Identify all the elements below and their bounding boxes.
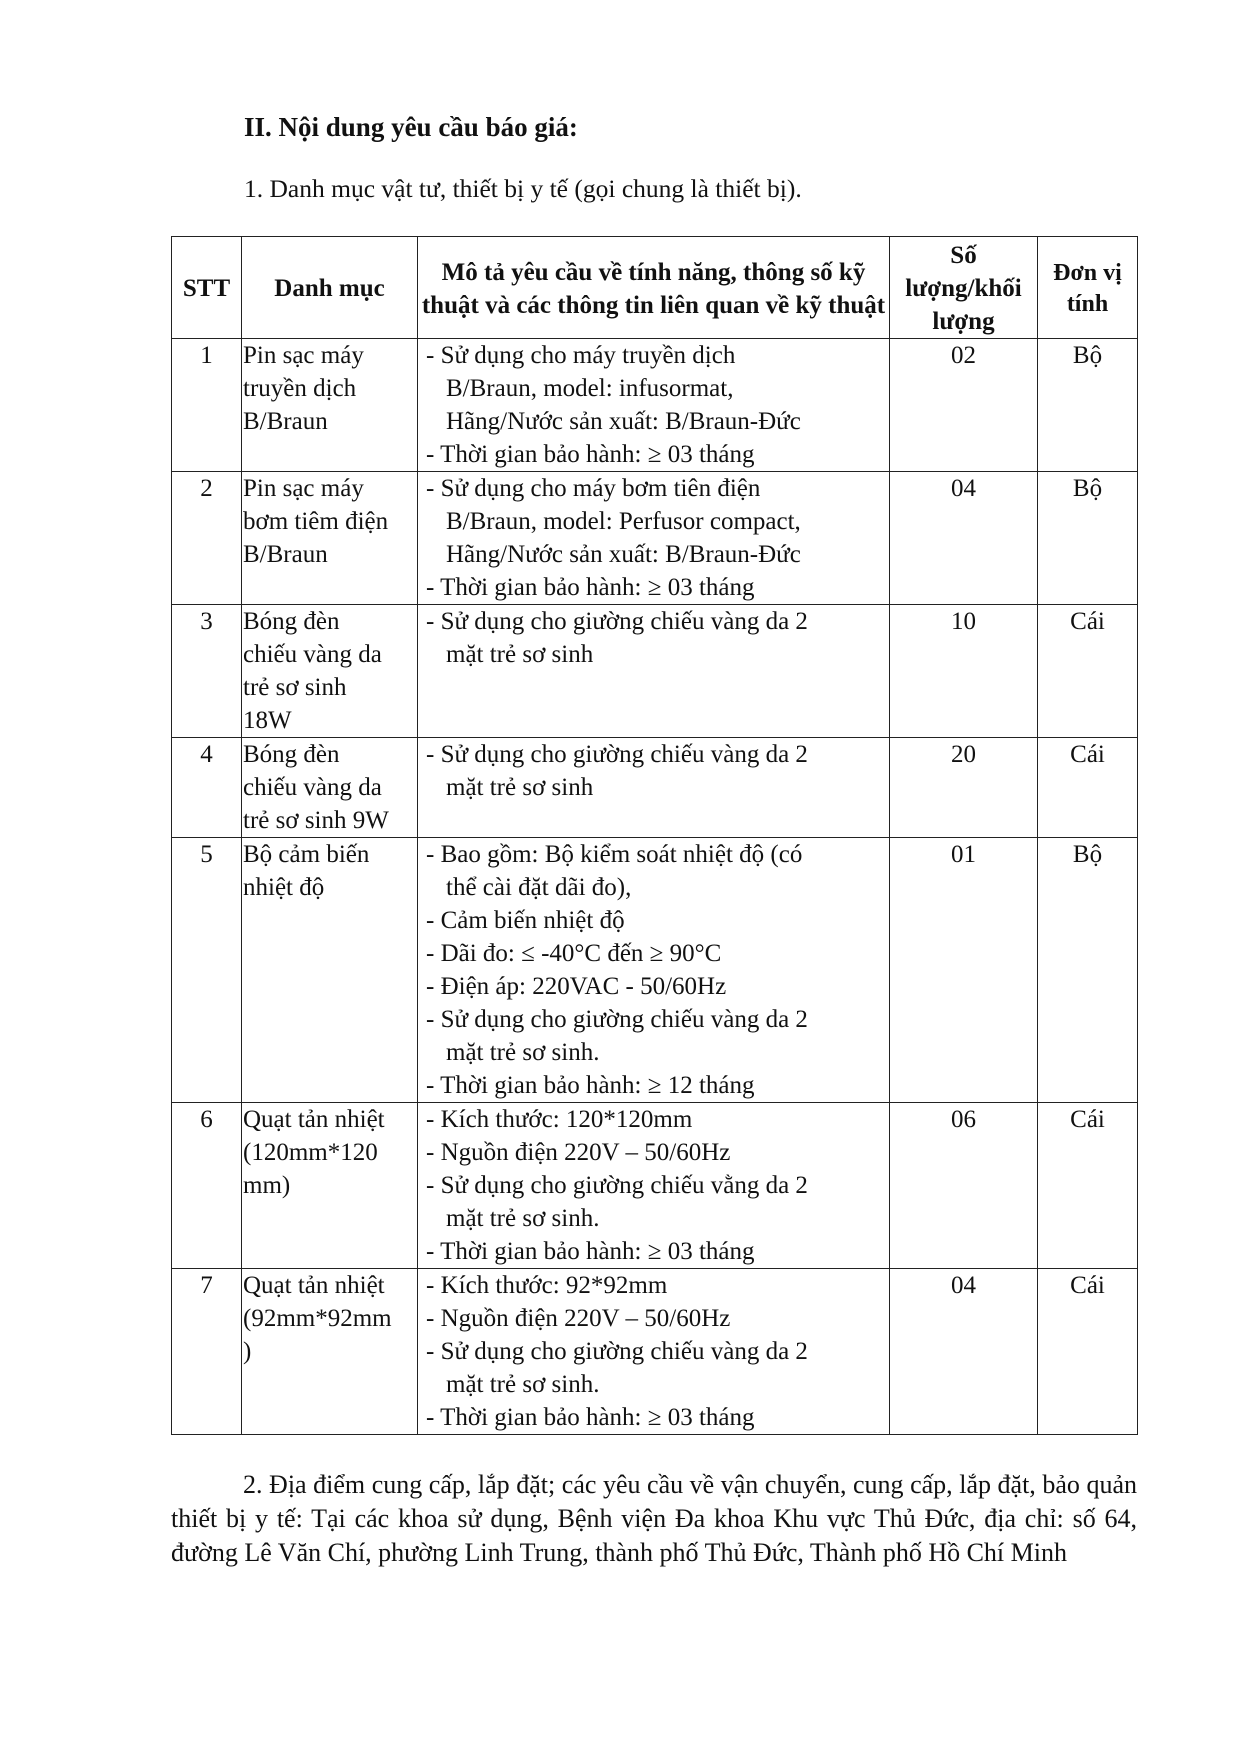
row-name-line: Bóng đèn [243, 741, 340, 768]
row-name-line: ) [243, 1338, 252, 1365]
row-qty: 04 [890, 472, 1038, 605]
row-name-line: chiếu vàng da [243, 641, 382, 668]
row-desc [418, 838, 890, 1103]
row-name [242, 605, 418, 738]
section-heading: II. Nội dung yêu cầu báo giá: [244, 112, 578, 142]
row-name-line: Bộ cảm biến [243, 841, 370, 868]
row-stt: 5 [172, 838, 242, 1103]
table-row [172, 605, 1138, 738]
table-row [172, 472, 1138, 605]
row-name-line: Quạt tản nhiệt [243, 1106, 385, 1133]
row-name [242, 1269, 418, 1435]
row-desc-line: - Sử dụng cho máy truyền dịch [426, 342, 736, 369]
row-desc-line: Hãng/Nước sản xuất: B/Braun-Đức [446, 541, 801, 568]
row-desc-line: mặt trẻ sơ sinh. [446, 1039, 600, 1066]
row-stt: 4 [172, 738, 242, 838]
header-name: Danh mục [242, 237, 418, 339]
row-desc [418, 339, 890, 472]
row-desc-line: mặt trẻ sơ sinh. [446, 1371, 600, 1398]
row-desc-line: - Kích thước: 120*120mm [426, 1106, 693, 1133]
row-name [242, 1103, 418, 1269]
row-desc-line: - Nguồn điện 220V – 50/60Hz [426, 1305, 731, 1332]
row-unit: Bộ [1038, 472, 1138, 605]
row-unit: Cái [1038, 1269, 1138, 1435]
row-stt: 3 [172, 605, 242, 738]
table-header-row [172, 237, 1138, 339]
row-desc-line: mặt trẻ sơ sinh [446, 641, 594, 668]
row-name-line: Pin sạc máy [243, 475, 364, 502]
row-desc-line: - Sử dụng cho giường chiếu vàng da 2 [426, 608, 808, 635]
row-desc-line: thể cài đặt dãi đo), [446, 874, 632, 901]
row-name-line: chiếu vàng da [243, 774, 382, 801]
row-name [242, 472, 418, 605]
row-desc-line: - Thời gian bảo hành: ≥ 03 tháng [426, 574, 755, 601]
row-desc-line: mặt trẻ sơ sinh [446, 774, 594, 801]
row-name-line: trẻ sơ sinh 9W [243, 807, 389, 834]
delivery-paragraph: 2. Địa điểm cung cấp, lắp đặt; các yêu cầu về vận chuyển, cung cấp, lắp đặt, bảo quản thiết bị y tế: Tại các khoa sử dụng, Bệnh viện Đa khoa Khu vực Thủ Đức, địa chỉ: số 64, đường Lê Văn Chí, phường Linh Trung, thành phố Thủ Đức, Thành phố Hồ Chí Minh [171, 1470, 1137, 1567]
row-desc-line: - Thời gian bảo hành: ≥ 03 tháng [426, 1404, 755, 1431]
row-desc-line: - Sử dụng cho máy bơm tiên điện [426, 475, 761, 502]
row-name-line: trẻ sơ sinh [243, 674, 347, 701]
row-stt: 1 [172, 339, 242, 472]
row-desc [418, 1103, 890, 1269]
table-row [172, 1103, 1138, 1269]
table-row [172, 738, 1138, 838]
row-name [242, 838, 418, 1103]
row-name-line: nhiệt độ [243, 874, 325, 901]
row-desc-line: B/Braun, model: Perfusor compact, [446, 508, 801, 535]
row-qty: 04 [890, 1269, 1038, 1435]
row-qty: 06 [890, 1103, 1038, 1269]
row-name-line: (92mm*92mm [243, 1305, 392, 1332]
row-name-line: bơm tiêm điện [243, 508, 389, 535]
row-desc-line: - Thời gian bảo hành: ≥ 12 tháng [426, 1072, 755, 1099]
row-name-line: mm) [243, 1172, 291, 1199]
row-desc-line: - Sử dụng cho giường chiếu vằng da 2 [426, 1172, 808, 1199]
row-name-line: 18W [243, 707, 292, 734]
row-name [242, 738, 418, 838]
row-desc [418, 605, 890, 738]
table-row [172, 838, 1138, 1103]
row-desc-line: - Sử dụng cho giường chiếu vàng da 2 [426, 741, 808, 768]
row-name-line: Pin sạc máy [243, 342, 364, 369]
row-qty: 01 [890, 838, 1038, 1103]
row-qty: 02 [890, 339, 1038, 472]
row-desc-line: - Thời gian bảo hành: ≥ 03 tháng [426, 441, 755, 468]
row-name-line: (120mm*120 [243, 1139, 378, 1166]
row-desc-line: - Sử dụng cho giường chiếu vàng da 2 [426, 1338, 808, 1365]
row-desc [418, 472, 890, 605]
row-unit: Cái [1038, 605, 1138, 738]
table-row [172, 1269, 1138, 1435]
row-stt: 6 [172, 1103, 242, 1269]
header-desc: Mô tả yêu cầu về tính năng, thông số kỹ thuật và các thông tin liên quan về kỹ thuật [418, 237, 890, 339]
header-unit: Đơn vị tính [1038, 237, 1138, 339]
row-name-line: Bóng đèn [243, 608, 340, 635]
table-body [172, 339, 1138, 1435]
row-desc-line: - Điện áp: 220VAC - 50/60Hz [426, 973, 727, 1000]
row-unit: Cái [1038, 738, 1138, 838]
row-desc-line: - Cảm biến nhiệt độ [426, 907, 625, 934]
row-name-line: B/Braun [243, 408, 328, 435]
row-desc-line: - Bao gồm: Bộ kiểm soát nhiệt độ (có [426, 841, 803, 868]
row-desc-line: - Dãi đo: ≤ -40°C đến ≥ 90°C [426, 940, 722, 967]
row-name-line: B/Braun [243, 541, 328, 568]
section-subheading: 1. Danh mục vật tư, thiết bị y tế (gọi chung là thiết bị). [244, 174, 802, 203]
row-desc-line: - Thời gian bảo hành: ≥ 03 tháng [426, 1238, 755, 1265]
row-name-line: Quạt tản nhiệt [243, 1272, 385, 1299]
row-desc [418, 738, 890, 838]
row-desc [418, 1269, 890, 1435]
row-desc-line: Hãng/Nước sản xuất: B/Braun-Đức [446, 408, 801, 435]
equipment-table [171, 236, 1138, 1435]
row-desc-line: B/Braun, model: infusormat, [446, 375, 734, 402]
row-qty: 20 [890, 738, 1038, 838]
row-desc-line: mặt trẻ sơ sinh. [446, 1205, 600, 1232]
row-desc-line: - Nguồn điện 220V – 50/60Hz [426, 1139, 731, 1166]
row-stt: 7 [172, 1269, 242, 1435]
row-name-line: truyền dịch [243, 375, 357, 402]
header-qty: Số lượng/khối lượng [890, 237, 1038, 339]
header-stt: STT [172, 237, 242, 339]
row-unit: Bộ [1038, 838, 1138, 1103]
row-desc-line: - Sử dụng cho giường chiếu vàng da 2 [426, 1006, 808, 1033]
row-desc-line: - Kích thước: 92*92mm [426, 1272, 668, 1299]
row-qty: 10 [890, 605, 1038, 738]
row-unit: Cái [1038, 1103, 1138, 1269]
row-name [242, 339, 418, 472]
table-row [172, 339, 1138, 472]
row-unit: Bộ [1038, 339, 1138, 472]
row-stt: 2 [172, 472, 242, 605]
